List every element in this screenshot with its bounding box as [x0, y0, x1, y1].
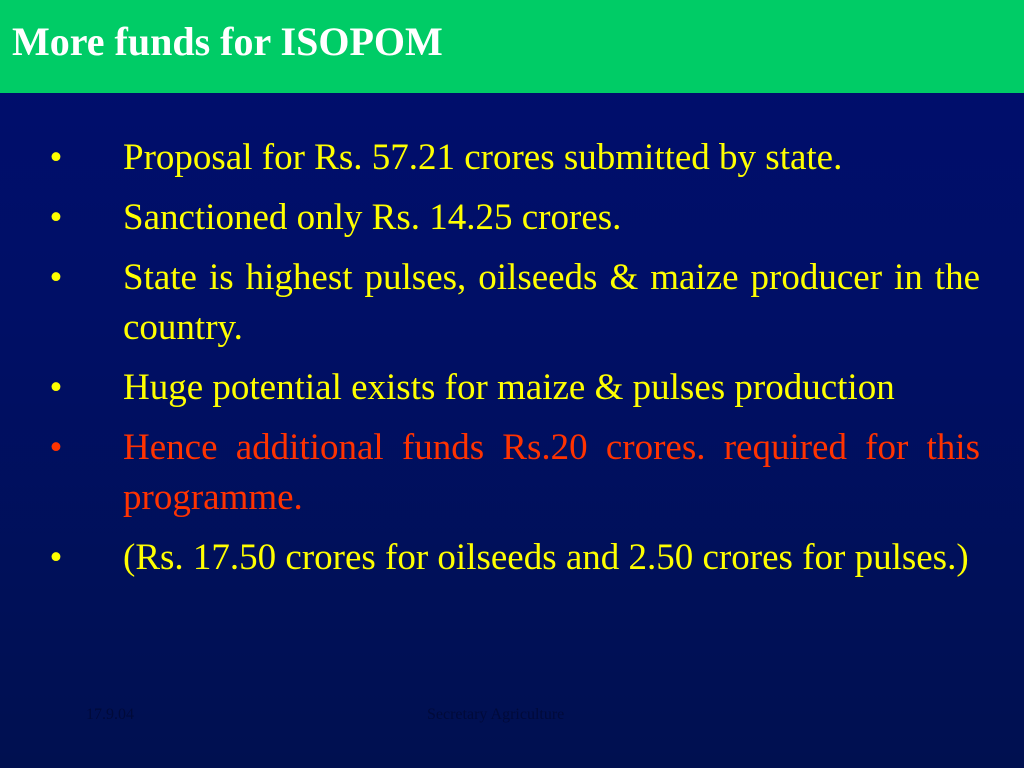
bullet-item-highlight: [40, 423, 980, 523]
bullet-text: Huge potential exists for maize & pulses production: [123, 367, 895, 408]
bullet-icon: •: [49, 427, 63, 468]
footer-center-text: Secretary Agriculture: [427, 706, 565, 723]
bullet-text: Sanctioned only Rs. 14.25 crores.: [123, 197, 622, 238]
bullet-icon: •: [49, 197, 63, 238]
title-bar: [0, 0, 1024, 93]
bullet-item: [40, 133, 980, 183]
bullet-icon: •: [49, 367, 63, 408]
bullet-text: Hence additional funds Rs.20 crores. required for this programme.: [123, 427, 980, 518]
bullet-text: (Rs. 17.50 crores for oilseeds and 2.50 crores for pulses.): [123, 537, 969, 578]
bullet-item: [40, 533, 980, 583]
bullet-icon: •: [49, 537, 63, 578]
bullet-item: [40, 193, 980, 243]
bullet-text: Proposal for Rs. 57.21 crores submitted by state.: [123, 137, 843, 178]
bullet-item: [40, 363, 980, 413]
bullet-icon: •: [49, 137, 63, 178]
footer-date: 17.9.04: [86, 706, 134, 723]
bullet-item: [40, 253, 980, 353]
bullet-text: State is highest pulses, oilseeds & maize producer in the country.: [123, 257, 980, 348]
bullet-list: [40, 133, 980, 593]
bullet-icon: •: [49, 257, 63, 298]
slide-title: More funds for ISOPOM: [12, 19, 443, 64]
